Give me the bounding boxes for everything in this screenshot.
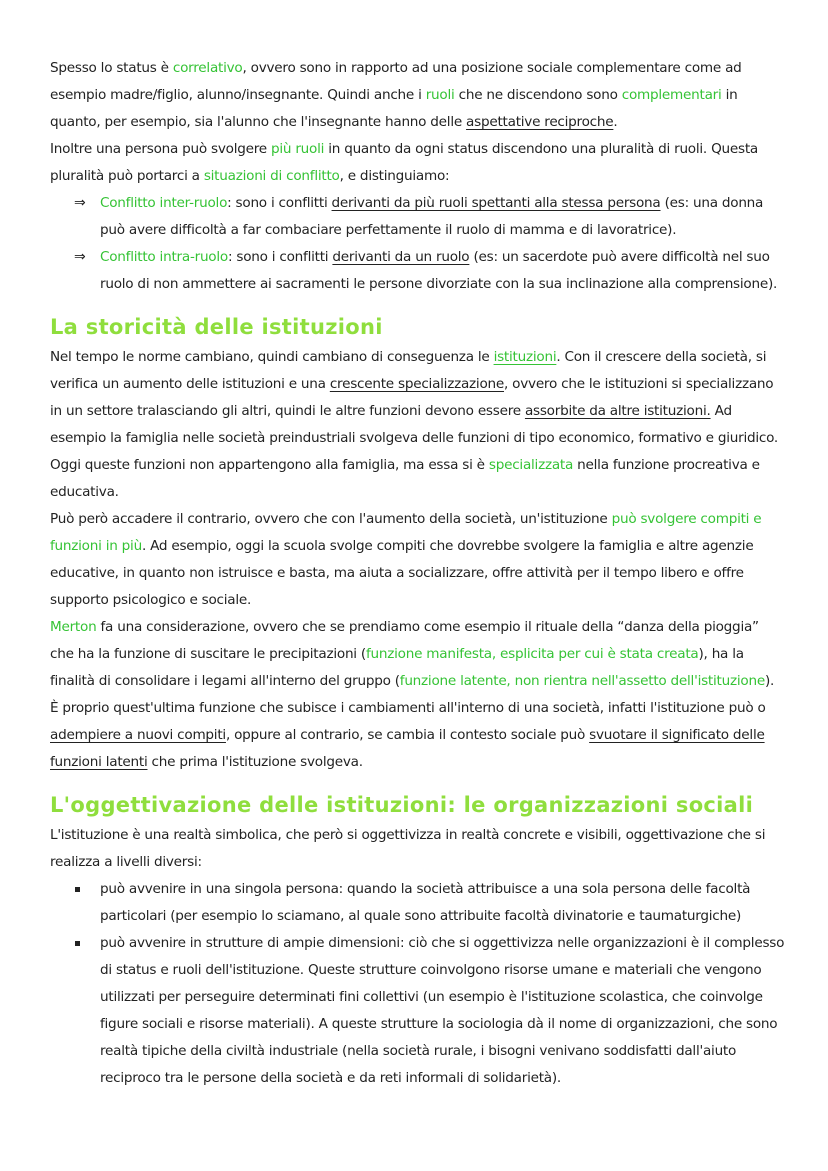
- list-item: [50, 876, 785, 930]
- text: .: [613, 114, 618, 130]
- section-heading-storicita: La storicità delle istituzioni: [50, 315, 383, 339]
- text: . Ad esempio, oggi la scuola svolge compiti che dovrebbe svolgere la famiglia e altre agenzie educative, in quanto non istruisce e basta, ma aiuta a socializzare, offre attività per il tempo libero e offre supporto psicologico e sociale.: [50, 538, 754, 608]
- document-page: [50, 55, 785, 1092]
- highlight-ruoli: ruoli: [425, 87, 455, 103]
- conflict-list: [50, 190, 785, 298]
- underlined-text: svuotare il significato delle funzioni latenti: [50, 727, 765, 770]
- text: ). È proprio quest'ultima funzione che subisce i cambiamenti all'interno di una società, infatti l'istituzione può o: [50, 673, 775, 716]
- underlined-text: adempiere a nuovi compiti: [50, 727, 226, 743]
- text: . Con il crescere della società, si verifica un aumento delle istituzioni e una: [50, 349, 767, 392]
- underlined-text: derivanti da un ruolo: [332, 249, 470, 265]
- organizzazioni-list: [50, 876, 785, 1092]
- text: Inoltre una persona può svolgere: [50, 141, 271, 157]
- text: che prima l'istituzione svolgeva.: [147, 754, 363, 770]
- text: Nel tempo le norme cambiano, quindi cambiano di conseguenza le: [50, 349, 494, 365]
- intro-paragraph-2: [50, 136, 785, 190]
- square-bullet-icon: [75, 941, 80, 946]
- section-heading-oggettivazione: L'oggettivazione delle istituzioni: le organizzazioni sociali: [50, 793, 754, 817]
- text: può avvenire in una singola persona: quando la società attribuisce a una sola persona delle facoltà particolari (per esempio lo sciamano, al quale sono attribuite facoltà divinatorie e taumaturgiche): [100, 881, 751, 924]
- text: , ovvero che le istituzioni si specializzano in un settore tralasciando gli altri, quindi le altre funzioni devono essere: [50, 376, 774, 419]
- list-item: [50, 930, 785, 1092]
- text: (es: una donna può avere difficoltà a far combaciare perfettamente il ruolo di mamma e di lavoratrice).: [100, 195, 764, 238]
- list-item: [50, 244, 785, 298]
- text: (es: un sacerdote può avere difficoltà nel suo ruolo di non ammettere ai sacramenti le persone divorziate con la sua inclinazione alla comprensione).: [100, 249, 778, 292]
- text: , oppure al contrario, se cambia il contesto sociale può: [225, 727, 590, 743]
- section1-paragraph-2: [50, 506, 785, 614]
- text: : sono i conflitti: [227, 195, 332, 211]
- highlight-compiti: può svolgere compiti e funzioni in più: [50, 511, 762, 554]
- term: Conflitto inter-ruolo: [100, 195, 228, 211]
- highlight-istituzioni: istituzioni: [493, 349, 557, 365]
- section2-paragraph-1: L'istituzione è una realtà simbolica, che però si oggettivizza in realtà concrete e visibili, oggettivazione che si realizza a livelli diversi:: [50, 827, 766, 870]
- text: , ovvero sono in rapporto ad una posizione sociale complementare come ad esempio madre/figlio, alunno/insegnante. Quindi anche i: [50, 60, 742, 103]
- text: in quanto da ogni status discendono una pluralità di ruoli. Questa pluralità può portarci a: [50, 141, 758, 184]
- highlight-specializzata: specializzata: [488, 457, 574, 473]
- highlight-situazioni-conflitto: situazioni di conflitto: [203, 168, 340, 184]
- text: ), ha la finalità di consolidare i legami all'interno del gruppo (: [50, 646, 744, 689]
- text: Spesso lo status è: [50, 60, 173, 76]
- square-bullet-icon: [75, 887, 80, 892]
- implies-arrow-icon: ⇒: [74, 249, 86, 265]
- text: fa una considerazione, ovvero che se prendiamo come esempio il rituale della “danza della pioggia” che ha la funzione di suscitare le precipitazioni (: [50, 619, 759, 662]
- term: Conflitto intra-ruolo: [100, 249, 228, 265]
- text: nella funzione procreativa e educativa.: [50, 457, 760, 500]
- highlight-funzione-manifesta: funzione manifesta, esplicita per cui è stata creata: [365, 646, 699, 662]
- highlight-complementari: complementari: [621, 87, 722, 103]
- list-item: [50, 190, 785, 244]
- underlined-text: assorbite da altre istituzioni.: [524, 403, 711, 419]
- text: in quanto, per esempio, sia l'alunno che l'insegnante hanno delle: [50, 87, 738, 130]
- text: : sono i conflitti: [227, 249, 333, 265]
- underlined-aspettative: aspettative reciproche: [466, 114, 614, 130]
- section1-paragraph-1: [50, 344, 785, 506]
- highlight-merton: Merton: [50, 619, 97, 635]
- highlight-correlativo: correlativo: [172, 60, 243, 76]
- underlined-text: derivanti da più ruoli spettanti alla stessa persona: [331, 195, 661, 211]
- underlined-text: crescente specializzazione: [329, 376, 505, 392]
- text: può avvenire in strutture di ampie dimensioni: ciò che si oggettivizza nelle organizzazioni è il complesso di status e ruoli dell'istituzione. Queste strutture coinvolgono risorse umane e materiali che vengono utilizzati per perseguire determinati fini collettivi (un esempio è l'istituzione scolastica, che coinvolge figure sociali e risorse materiali). A queste strutture la sociologia dà il nome di organizzazioni, che sono realtà tipiche della civiltà industriale (nella società rurale, i bisogni venivano soddisfatti dall'aiuto reciproco tra le persone della società e da reti informali di solidarietà).: [100, 935, 785, 1086]
- section1-paragraph-3: [50, 614, 785, 776]
- highlight-piu-ruoli: più ruoli: [270, 141, 325, 157]
- text: Può però accadere il contrario, ovvero che con l'aumento della società, un'istituzione: [50, 511, 612, 527]
- implies-arrow-icon: ⇒: [74, 195, 86, 211]
- intro-paragraph-1: [50, 55, 785, 136]
- text: che ne discendono sono: [454, 87, 622, 103]
- text: Ad esempio la famiglia nelle società preindustriali svolgeva delle funzioni di tipo economico, formativo e giuridico. Oggi queste funzioni non appartengono alla famiglia, ma essa si è: [50, 403, 779, 473]
- text: , e distinguiamo:: [339, 168, 450, 184]
- highlight-funzione-latente: funzione latente, non rientra nell'assetto dell'istituzione: [399, 673, 765, 689]
